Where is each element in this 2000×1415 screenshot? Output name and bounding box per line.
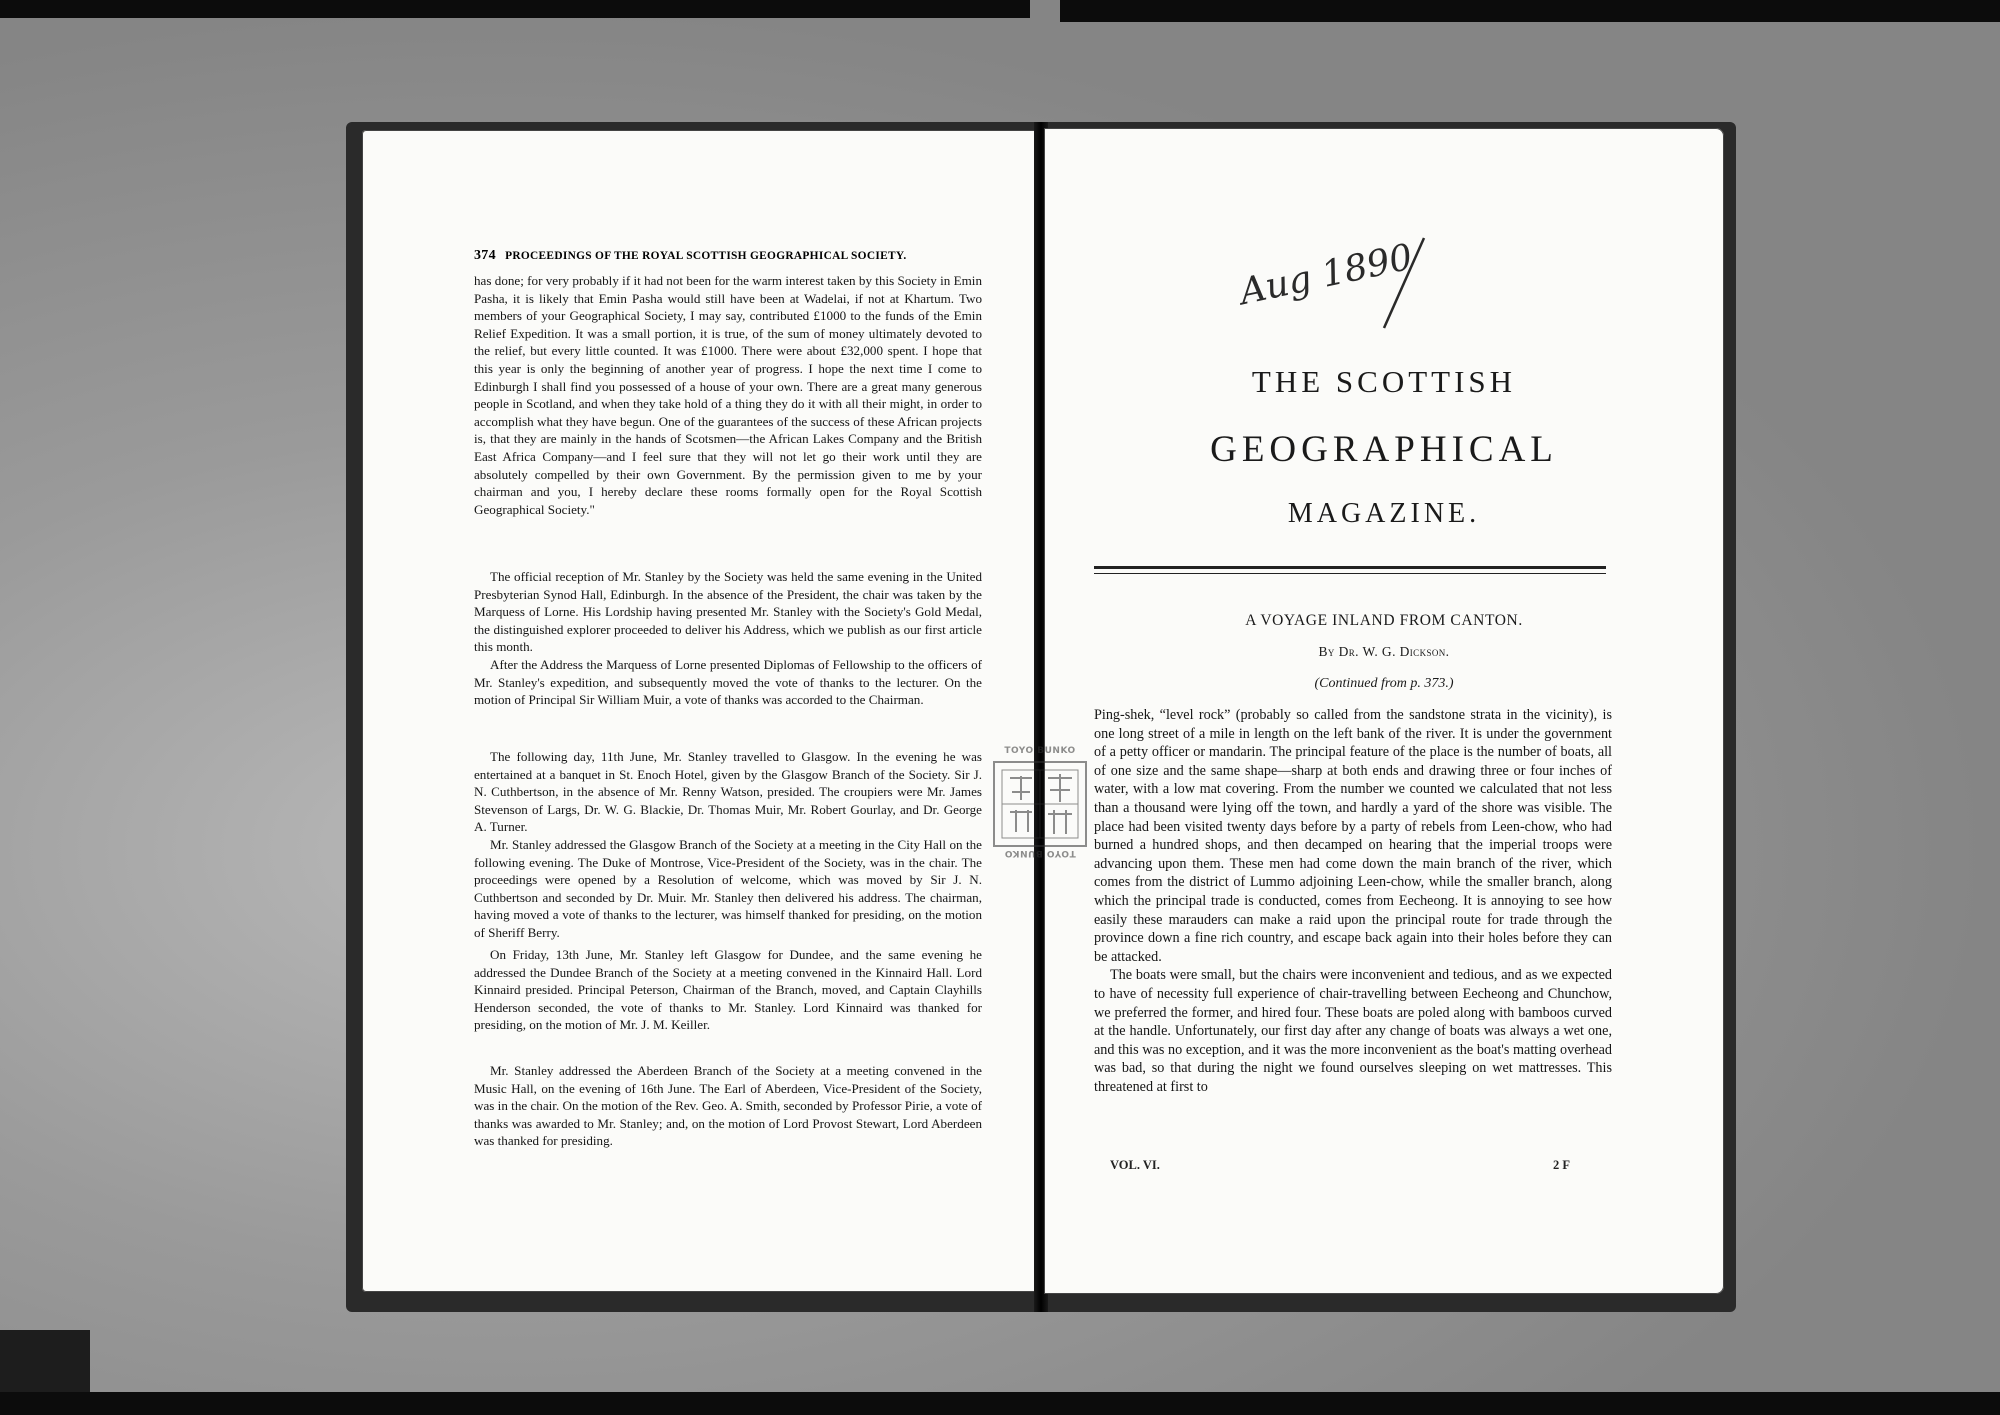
paragraph: After the Address the Marquess of Lorne presented Diplomas of Fellowship to the officers of Mr. Stanley's expedition, and subsequently moved the vote of thanks to the lecturer. On the motion of Principal Sir William Muir, a vote of thanks was accorded to the Chairman. (474, 656, 982, 708)
title-rule-thin (1094, 573, 1606, 574)
volume-label: VOL. VI. (1110, 1158, 1160, 1172)
paragraph: Ping-shek, “level rock” (probably so called from the sandstone strata in the vicinity), is one long street of a mile in length on the left bank of the river. It is under the government of a petty officer or mandarin. The principal feature of the place is the number of boats, all of one size and the same shape—sharp at both ends and drawing three or four inches of water, with a low mat covering. From the number we counted we calculated that not less than a thousand were lying off the town, and hardly a yard of the shore was visible. The place had been visited twenty days before by a party of rebels from Leen-chow, who had burned a hundred shops, and then decamped on hearing that the imperial troops were advancing upon them. These men had come down the main branch of the river, which comes from the district of Lummo adjoining Leen-chow, while the smaller branch, along which the principal trade is conducted, comes from Eecheong. It is annoying to see how easily these marauders can make a raid upon the principal route for trade through the province down a fine rich country, and escape back again into their holes before they can be attacked. (1094, 707, 1612, 965)
paragraph: The official reception of Mr. Stanley by the Society was held the same evening in the United Presbyterian Synod Hall, Edinburgh. In the absence of the President, the chair was taken by the Marquess of Lorne. His Lordship having presented Mr. Stanley with the Society's Gold Medal, the distinguished explorer proceeded to deliver his Address, which we publish as our first article this month. (474, 569, 982, 655)
paragraph: Mr. Stanley addressed the Glasgow Branch of the Society at a meeting in the City Hall on the following evening. The Duke of Montrose, Vice-President of the Society, was in the chair. The proceedings were opened by a Resolution of welcome, which was moved by Sir J. N. Cuthbertson and seconded by Dr. Muir. Mr. Stanley then delivered his address. The chairman, having moved a vote of thanks to the lecturer, was himself thanked for presiding, on the motion of Sheriff Berry. (474, 836, 982, 940)
paragraph: The following day, 11th June, Mr. Stanley travelled to Glasgow. In the evening he was entertained at a banquet in St. Enoch Hotel, given by the Glasgow Branch of the Society. Sir J. N. Cuthbertson, in the absence of Mr. Renny Watson, presided. The croupiers were Mr. James Stevenson of Largs, Dr. W. G. Blackie, Dr. Thomas Muir, Mr. Robert Gourlay, and Dr. George A. Turner. (474, 749, 982, 835)
running-head (474, 248, 994, 264)
paragraph: Mr. Stanley addressed the Aberdeen Branch of the Society at a meeting convened in the Music Hall, on the evening of 16th June. The Earl of Aberdeen, Vice-President of the Society, was in the chair. On the motion of the Rev. Geo. A. Smith, seconded by Professor Pirie, a vote of thanks was awarded to Mr. Stanley; and, on the motion of Lord Provost Stewart, Lord Aberdeen was thanked for presiding. (474, 1063, 982, 1149)
article-title: A VOYAGE INLAND FROM CANTON. (1245, 612, 1523, 629)
stamp-top-label: TOYO BUNKO (1004, 746, 1076, 756)
left-block-5 (474, 1062, 982, 1150)
stamp-bottom-label: TOYO BUNKO (1004, 848, 1076, 858)
left-page (362, 130, 1038, 1292)
toyo-bunko-stamp (988, 748, 1092, 860)
page-number: 374 (474, 248, 496, 263)
handwritten-date-note (1219, 218, 1449, 342)
article-body (1094, 706, 1612, 1096)
left-block-1 (474, 272, 982, 518)
paragraph: The boats were small, but the chairs were inconvenient and tedious, and as we expected to have of necessity full experience of chair-travelling between Eecheong and Chunchow, we preferred the former, and hired four. These boats are poled along with bamboos curved at the handle. Unfortunately, our first day after any change of boats was always a wet one, and this was no exception, and it was the more inconvenient as the boat's matting overhead was bad, so that during the night we found ourselves sleeping on wet mattresses. This threatened at first to (1094, 967, 1612, 1095)
continued-note: (Continued from p. 373.) (1314, 676, 1454, 691)
left-block-4 (474, 946, 982, 1034)
right-page (1044, 128, 1724, 1294)
handwritten-note-text: Aug 1890 (1236, 236, 1417, 314)
magazine-title-line1: THE SCOTTISH (1251, 364, 1517, 399)
title-rule-thick (1094, 566, 1606, 569)
magazine-title-line2: GEOGRAPHICAL (1210, 429, 1558, 470)
bottom-band (0, 1392, 2000, 1415)
left-block-2 (474, 568, 982, 709)
magazine-title-line3: MAGAZINE. (1287, 498, 1481, 529)
left-block-3 (474, 748, 982, 942)
running-head-title: PROCEEDINGS OF THE ROYAL SCOTTISH GEOGRAPHICAL SOCIETY. (505, 250, 907, 262)
article-author: By Dr. W. G. Dickson. (1318, 644, 1450, 659)
signature-mark: 2 F (1552, 1158, 1570, 1172)
bottom-left-shadow (0, 1330, 90, 1392)
paragraph: has done; for very probably if it had not been for the warm interest taken by this Society in Emin Pasha, it is likely that Emin Pasha would still have been at Wadelai, if not at Khartum. Two members of your Geographical Society, I may say, contributed £1000 to the funds of the Emin Relief Expedition. It was a small portion, it is true, of the sum of money ultimately devoted to the relief, but every little counted. It was £1000. There were about £32,000 spent. I hope that this year is only the beginning of another year of progress. I hope the next time I come to Edinburgh I shall find you possessed of a house of your own. There are a great many generous people in Scotland, and when they take hold of a thing they do it with all their might, in order to accomplish what they have begun. One of the guarantees of the success of these African projects is, that they are mainly in the hands of Scotsmen—the African Lakes Company and the British East Africa Company—and I feel sure that they will not let go their work until they are absolutely compelled by their own Government. By the permission given to me by your chairman and you, I hereby declare these rooms formally open for the Royal Scottish Geographical Society." (474, 273, 982, 517)
top-band-right (1060, 0, 2000, 22)
page-footer (1110, 1158, 1570, 1173)
paragraph: On Friday, 13th June, Mr. Stanley left Glasgow for Dundee, and the same evening he addressed the Dundee Branch of the Society at a meeting convened in the Kinnaird Hall. Lord Kinnaird presided. Principal Peterson, Chairman of the Branch, moved, and Captain Clayhills Henderson seconded, the vote of thanks to Mr. Stanley. Lord Kinnaird was thanked for presiding, on the motion of Mr. J. M. Keiller. (474, 947, 982, 1033)
top-band-left (0, 0, 1030, 18)
